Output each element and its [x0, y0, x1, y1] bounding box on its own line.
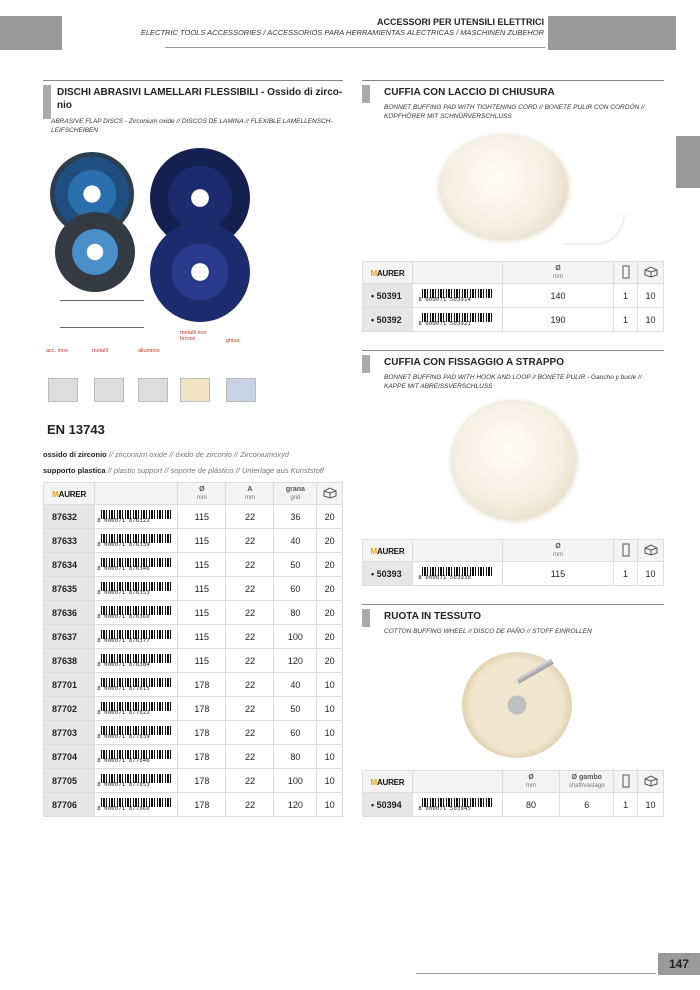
brand-logo: MAURER	[363, 262, 413, 284]
ean-cell	[95, 769, 178, 793]
quantity-cell: 20	[317, 601, 343, 625]
cord-bonnet-subtitle: BONNET BUFFING PAD WITH TIGHTENING CORD // BONETE PULIR CON CORDÓN // KOPFHÖRER MIT SCHNÜRVERSCHLUSS	[384, 104, 645, 120]
quantity-cell: 10	[317, 745, 343, 769]
diameter-header: Ø mm	[196, 485, 207, 501]
barcode: 8 000071 503921	[418, 313, 496, 327]
bore-cell: 22	[226, 529, 274, 553]
standard-label: EN 13743	[47, 422, 105, 437]
ean-cell	[95, 721, 178, 745]
ean-cell	[95, 793, 178, 817]
product-code: 87703	[44, 721, 95, 745]
package-icon	[638, 771, 664, 793]
barcode: 8 000071 877022	[97, 702, 175, 716]
quantity-cell: 10	[317, 793, 343, 817]
flap-discs-title: DISCHI ABRASIVI LAMELLARI FLESSIBILI - Ossido di zirco-nio	[57, 87, 343, 111]
material-label: alluminio	[138, 348, 160, 354]
diameter-cell: 178	[178, 793, 226, 817]
header-tab-left	[0, 16, 62, 50]
diameter-cell: 178	[178, 673, 226, 697]
section-marker	[362, 355, 370, 373]
side-tab	[676, 136, 700, 188]
piece-cell: 1	[614, 793, 638, 817]
diameter-header: Ø mm	[526, 773, 537, 789]
page-number: 147	[658, 953, 700, 975]
diameter-cell: 115	[178, 553, 226, 577]
cord-bonnet-image	[440, 136, 568, 240]
ean-cell	[95, 553, 178, 577]
barcode: 8 000071 876346	[97, 558, 175, 572]
footer-divider	[416, 973, 656, 974]
shank-header: Ø gambo shaft/vastago	[568, 773, 605, 789]
diameter-cell: 115	[178, 601, 226, 625]
materials-legend	[46, 330, 272, 408]
material-sample-image	[226, 378, 256, 402]
grit-cell: 120	[274, 793, 317, 817]
quantity-cell: 10	[638, 793, 664, 817]
grit-cell: 80	[274, 745, 317, 769]
material-sample-image	[94, 378, 124, 402]
section-marker	[43, 85, 51, 119]
table-row	[44, 529, 343, 553]
product-code: 87634	[44, 553, 95, 577]
barcode: 8 000071 877046	[97, 750, 175, 764]
bore-cell: 22	[226, 745, 274, 769]
piece-icon	[614, 771, 638, 793]
table-row	[363, 793, 664, 817]
piece-icon	[614, 540, 638, 562]
barcode: 8 000071 876339	[97, 534, 175, 548]
hook-loop-bonnet-subtitle: BONNET BUFFING PAD WITH HOOK AND LOOP // BONETE PULIR - Gancho y bucle // KAPPE MIT ABREISSVERSCHLUSS	[384, 374, 642, 390]
quantity-cell: 20	[317, 553, 343, 577]
piece-icon	[614, 262, 638, 284]
barcode: 8 000071 876360	[97, 606, 175, 620]
product-code: 87637	[44, 625, 95, 649]
flap-discs-section-header	[43, 80, 343, 140]
barcode: 8 000071 876384	[97, 654, 175, 668]
product-code: • 50394	[363, 793, 413, 817]
quantity-cell: 10	[317, 721, 343, 745]
quantity-cell: 20	[317, 505, 343, 529]
material-sample-image	[48, 378, 78, 402]
table-row	[44, 505, 343, 529]
product-code: 87701	[44, 673, 95, 697]
hook-loop-bonnet-title: CUFFIA CON FISSAGGIO A STRAPPO	[384, 357, 565, 368]
diameter-header: Ø mm	[552, 264, 563, 280]
table-row	[44, 697, 343, 721]
quantity-cell: 10	[317, 673, 343, 697]
ean-cell	[95, 697, 178, 721]
piece-cell: 1	[614, 562, 638, 586]
diameter-cell: 190	[502, 308, 613, 332]
hook-loop-bonnet-table	[362, 539, 664, 586]
bore-cell: 22	[226, 673, 274, 697]
table-row	[44, 577, 343, 601]
hook-loop-bonnet-section-header	[362, 350, 664, 400]
package-icon	[317, 483, 343, 505]
barcode: 8 000071 503945	[418, 798, 496, 812]
quantity-cell: 20	[317, 529, 343, 553]
grit-cell: 80	[274, 601, 317, 625]
grit-cell: 100	[274, 769, 317, 793]
ean-cell	[95, 505, 178, 529]
quantity-cell: 20	[317, 625, 343, 649]
flap-disc-dark-image	[55, 212, 135, 292]
material-label: ghisa	[226, 338, 240, 344]
table-row	[44, 673, 343, 697]
quantity-cell: 10	[317, 697, 343, 721]
cotton-wheel-table	[362, 770, 664, 817]
shank-cell: 6	[560, 793, 614, 817]
brand-logo: MAURER	[44, 483, 95, 505]
barcode: 8 000071 876377	[97, 630, 175, 644]
barcode: 8 000071 876353	[97, 582, 175, 596]
barcode: 8 000071 503914	[418, 289, 496, 303]
quantity-cell: 10	[317, 769, 343, 793]
brand-logo: MAURER	[363, 771, 413, 793]
diameter-cell: 115	[178, 649, 226, 673]
flap-discs-subtitle: ABRASIVE FLAP DISCS - Zirconium oxide // DISCOS DE LAMINA // FLEXIBLE LAMELLENSCH-LEIFSCHEIBEN	[51, 118, 333, 134]
diameter-cell: 115	[178, 505, 226, 529]
ean-cell	[95, 601, 178, 625]
product-code: 87702	[44, 697, 95, 721]
ean-cell	[95, 673, 178, 697]
barcode: 8 000071 876322	[97, 510, 175, 524]
grit-cell: 120	[274, 649, 317, 673]
bore-header: A mm	[244, 485, 255, 501]
product-code: 87635	[44, 577, 95, 601]
bore-cell: 22	[226, 505, 274, 529]
grit-cell: 60	[274, 721, 317, 745]
barcode: 8 000071 877060	[97, 798, 175, 812]
table-row	[363, 284, 664, 308]
diameter-cell: 140	[502, 284, 613, 308]
flap-discs-table	[43, 482, 343, 817]
product-code: 87633	[44, 529, 95, 553]
package-icon	[638, 540, 664, 562]
product-code: 87706	[44, 793, 95, 817]
diameter-cell: 178	[178, 745, 226, 769]
material-sample-image	[138, 378, 168, 402]
package-icon	[638, 262, 664, 284]
bore-cell: 22	[226, 553, 274, 577]
table-row	[363, 308, 664, 332]
grit-cell: 50	[274, 697, 317, 721]
quantity-cell: 10	[638, 284, 664, 308]
bore-cell: 22	[226, 649, 274, 673]
bore-cell: 22	[226, 625, 274, 649]
table-row	[44, 721, 343, 745]
grit-cell: 100	[274, 625, 317, 649]
bore-cell: 22	[226, 793, 274, 817]
table-row	[44, 553, 343, 577]
diameter-cell: 80	[502, 793, 560, 817]
flap-disc-back-image	[150, 222, 250, 322]
piece-cell: 1	[614, 284, 638, 308]
bore-cell: 22	[226, 697, 274, 721]
bore-cell: 22	[226, 577, 274, 601]
barcode: 8 000071 877053	[97, 774, 175, 788]
grit-header: grana grid	[285, 485, 305, 501]
header-tab-right	[548, 16, 676, 50]
diameter-cell: 115	[178, 529, 226, 553]
grit-cell: 36	[274, 505, 317, 529]
header-subtitle: ELECTRIC TOOLS ACCESSORIES / ACCESSORIOS PARA HERRAMIENTAS ALECTRICAS / MASCHINEN ZUBEHOR	[140, 28, 544, 37]
material-label: metalli non ferrosi	[180, 330, 207, 342]
ean-cell	[95, 745, 178, 769]
diameter-cell: 178	[178, 697, 226, 721]
ean-cell	[95, 649, 178, 673]
ean-cell	[95, 529, 178, 553]
cotton-wheel-subtitle: COTTON BUFFING WHEEL // DISCO DE PAÑO // STOFF EINROLLEN	[384, 628, 592, 635]
material-label: acc. inox	[46, 348, 68, 354]
bore-cell: 22	[226, 721, 274, 745]
material-label: metalli	[92, 348, 108, 354]
header-title: ACCESSORI PER UTENSILI ELETTRICI	[376, 17, 544, 27]
diameter-cell: 115	[178, 577, 226, 601]
table-row	[44, 793, 343, 817]
material-sample-image	[180, 378, 210, 402]
quantity-cell: 20	[317, 649, 343, 673]
diameter-cell: 178	[178, 721, 226, 745]
ean-cell	[412, 562, 502, 586]
grit-cell: 60	[274, 577, 317, 601]
bore-cell: 22	[226, 769, 274, 793]
material-line-support: supporto plastica // plastic support // soporte de plástico // Unterlage aus Kunststoff	[43, 466, 324, 475]
diameter-cell: 178	[178, 769, 226, 793]
disc-diagram-image	[60, 300, 144, 328]
product-code: • 50391	[363, 284, 413, 308]
header-divider	[165, 47, 545, 48]
diameter-cell: 115	[502, 562, 613, 586]
table-row	[363, 562, 664, 586]
product-code: 87638	[44, 649, 95, 673]
table-row	[44, 649, 343, 673]
grit-cell: 40	[274, 529, 317, 553]
quantity-cell: 10	[638, 562, 664, 586]
grit-cell: 50	[274, 553, 317, 577]
cotton-wheel-title: RUOTA IN TESSUTO	[384, 611, 482, 622]
table-row	[44, 601, 343, 625]
ean-cell	[412, 793, 502, 817]
product-code: 87704	[44, 745, 95, 769]
piece-cell: 1	[614, 308, 638, 332]
table-row	[44, 769, 343, 793]
bore-cell: 22	[226, 601, 274, 625]
cord-bonnet-section-header	[362, 80, 664, 130]
table-row	[44, 625, 343, 649]
material-line-zirconium: ossido di zirconio // zirconium oxide // óxido de zirconio // Zirconiumoxyd	[43, 450, 289, 459]
cotton-wheel-section-header	[362, 604, 664, 644]
product-code: 87705	[44, 769, 95, 793]
product-code: 87636	[44, 601, 95, 625]
barcode: 8 000071 877015	[97, 678, 175, 692]
diameter-cell: 115	[178, 625, 226, 649]
quantity-cell: 20	[317, 577, 343, 601]
section-marker	[362, 85, 370, 103]
cord-bonnet-table	[362, 261, 664, 332]
section-marker	[362, 609, 370, 627]
barcode: 8 000071 877039	[97, 726, 175, 740]
ean-cell	[412, 308, 502, 332]
grit-cell: 40	[274, 673, 317, 697]
product-code: 87632	[44, 505, 95, 529]
barcode: 8 000071 503938	[418, 567, 496, 581]
hook-loop-bonnet-image	[452, 402, 576, 520]
ean-cell	[412, 284, 502, 308]
tightening-cord-image	[565, 215, 625, 245]
quantity-cell: 10	[638, 308, 664, 332]
table-row	[44, 745, 343, 769]
ean-cell	[95, 625, 178, 649]
cotton-wheel-image	[462, 652, 572, 758]
brand-logo: MAURER	[363, 540, 413, 562]
cord-bonnet-title: CUFFIA CON LACCIO DI CHIUSURA	[384, 87, 555, 98]
product-code: • 50393	[363, 562, 413, 586]
ean-cell	[95, 577, 178, 601]
diameter-header: Ø mm	[552, 542, 563, 558]
product-code: • 50392	[363, 308, 413, 332]
